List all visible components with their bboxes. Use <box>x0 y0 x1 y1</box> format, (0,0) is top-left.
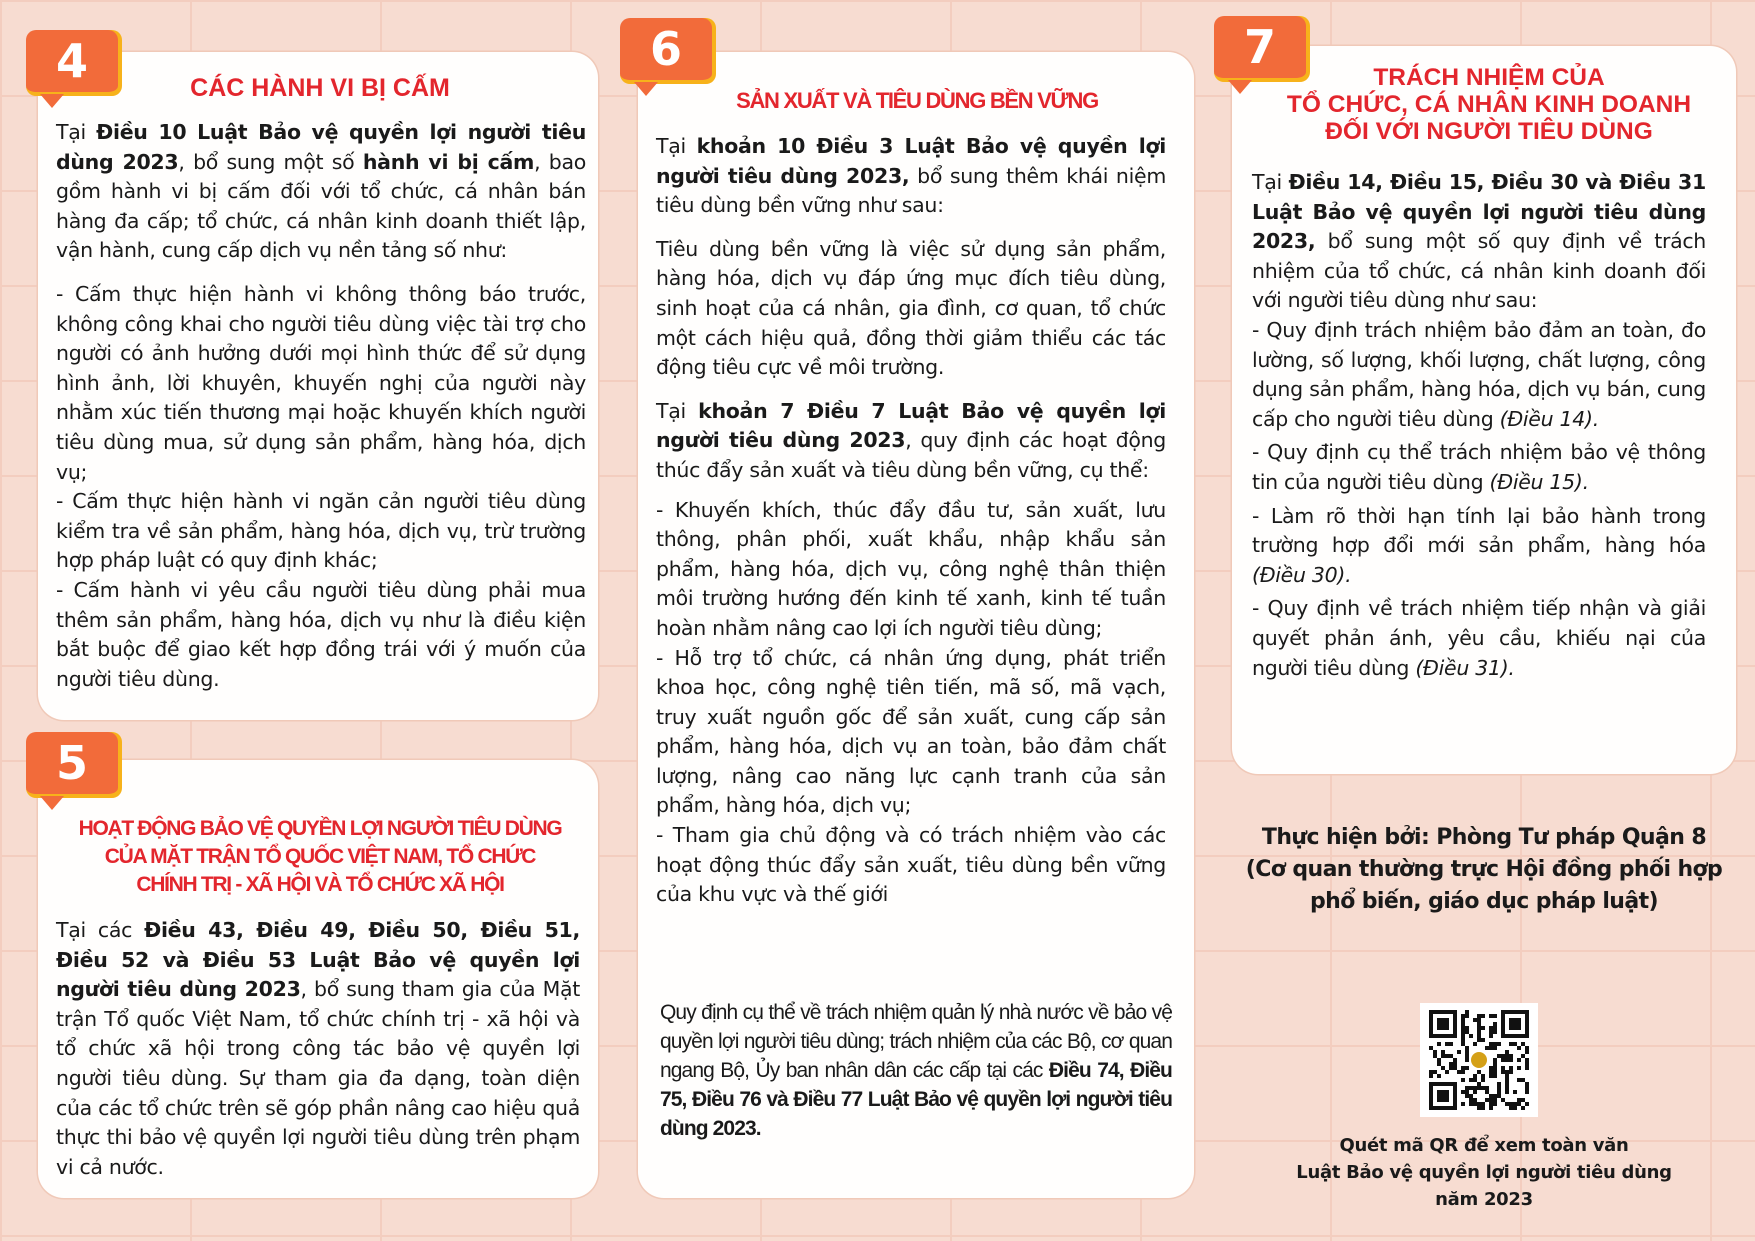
section-7-item: - Quy định về trách nhiệm tiếp nhận và giải quyết phản ánh, yêu cầu, khiếu nại của người tiêu dùng (Điều 31). <box>1252 596 1706 680</box>
section-4-item: - Cấm hành vi yêu cầu người tiêu dùng phải mua thêm sản phẩm, hàng hóa, dịch vụ như là điều kiện bắt buộc để giao kết hợp đồng trái với ý muốn của người tiêu dùng. <box>56 577 586 691</box>
section-6-item: - Khuyến khích, thúc đẩy đầu tư, sản xuất, lưu thông, phân phối, xuất khẩu, nhập khẩu sản phẩm, hàng hóa, dịch vụ, công nghệ thân thiện môi trường hướng đến kinh tế xanh, kinh tế tuần hoàn nhằm nâng cao lợi ích người tiêu dùng; <box>656 497 1166 640</box>
section-6-note: Quy định cụ thể về trách nhiệm quản lý nhà nước về bảo vệ quyền lợi người tiêu dùng; trách nhiệm của các Bộ, cơ quan ngang Bộ, Ủy ban nhân dân các cấp tại các Điều 74, Điều 75, Điều 76 và Điều 77 Luật Bảo vệ quyền lợi người tiêu dùng 2023. <box>660 1001 1172 1140</box>
section-7-item: - Làm rõ thời hạn tính lại bảo hành trong trường hợp đổi mới sản phẩm, hàng hóa (Điều 30). <box>1252 503 1706 587</box>
section-6-item: - Hỗ trợ tổ chức, cá nhân ứng dụng, phát triển khoa học, công nghệ tiên tiến, mã số, mã vạch, truy xuất nguồn gốc để sản xuất, cung cấp sản phẩm, hàng hóa, dịch vụ an toàn, bảo đảm chất lượng, nâng cao năng lực cạnh tranh của sản phẩm, hàng hóa, dịch vụ; <box>656 645 1166 818</box>
section-7-item: - Quy định trách nhiệm bảo đảm an toàn, đo lường, số lượng, khối lượng, chất lượng, công dụng sản phẩm, hàng hóa, dịch vụ bán, cung cấp cho người tiêu dùng (Điều 14). <box>1252 317 1706 431</box>
section-4-title: CÁC HÀNH VI BỊ CẤM <box>190 74 450 102</box>
qr-code-icon[interactable] <box>1420 1003 1538 1117</box>
section-6-item: - Tham gia chủ động và có trách nhiệm vào các hoạt động thúc đẩy sản xuất, tiêu dùng bền vững của khu vực và thế giới <box>656 823 1166 907</box>
section-7-item: - Quy định cụ thể trách nhiệm bảo vệ thông tin của người tiêu dùng (Điều 15). <box>1252 440 1706 494</box>
section-5-title: HOẠT ĐỘNG BẢO VỆ QUYỀN LỢI NGƯỜI TIÊU DÙNG CỦA MẶT TRẬN TỔ QUỐC VIỆT NAM, TỔ CHỨC CHÍNH TRỊ - XÃ HỘI VÀ TỔ CHỨC XÃ HỘI <box>78 817 562 896</box>
section-4-item: - Cấm thực hiện hành vi ngăn cản người tiêu dùng kiểm tra về sản phẩm, hàng hóa, dịch vụ, trừ trường hợp pháp luật có quy định khác; <box>56 489 586 573</box>
section-7-badge: 7 <box>1214 16 1306 82</box>
section-6-badge: 6 <box>620 18 712 84</box>
section-6-title: SẢN XUẤT VÀ TIÊU DÙNG BỀN VỮNG <box>736 88 1098 113</box>
section-7-title: TRÁCH NHIỆM CỦA TỔ CHỨC, CÁ NHÂN KINH DOANH ĐỐI VỚI NGƯỜI TIÊU DÙNG <box>1286 64 1692 145</box>
section-6-body: Tại khoản 10 Điều 3 Luật Bảo vệ quyền lợi người tiêu dùng 2023, bổ sung thêm khái niệm tiêu dùng bền vững như sau: Tiêu dùng bền vững là việc sử dụng sản phẩm, hàng hóa, dịch vụ đáp ứng mục đích tiêu dùng, sinh hoạt của cá nhân, gia đình, cơ quan, tổ chức một cách hiệu quả, đồng thời giảm thiểu các tác động tiêu cực về môi trường. Tại khoản 7 Điều 7 Luật Bảo vệ quyền lợi người tiêu dùng 2023, quy định các hoạt động thúc đẩy sản xuất và tiêu dùng bền vững, cụ thể: - Khuyến khích, thúc đẩy đầu tư, sản xuất, lưu thông, phân phối, xuất khẩu, nhập khẩu sản phẩm, hàng hóa, dịch vụ, công nghệ thân thiện môi trường hướng đến kinh tế xanh, kinh tế tuần hoàn nhằm nâng cao lợi ích người tiêu dùng; - Hỗ trợ tổ chức, cá nhân ứng dụng, phát triển khoa học, công nghệ tiên tiến, mã số, mã vạch, truy xuất nguồn gốc để sản xuất, cung cấp sản phẩm, hàng hóa, dịch vụ an toàn, bảo đảm chất lượng, nâng cao năng lực cạnh tranh của sản phẩm, hàng hóa, dịch vụ; - Tham gia chủ động và có trách nhiệm vào các hoạt động thúc đẩy sản xuất, tiêu dùng bền vững của khu vực và thế giới <box>656 132 1166 910</box>
footer-credit: Thực hiện bởi: Phòng Tư pháp Quận 8 (Cơ quan thường trực Hội đồng phối hợp phổ biến, giáo dục pháp luật) <box>1245 825 1723 914</box>
section-4-badge: 4 <box>26 30 118 96</box>
section-4-body: Tại Điều 10 Luật Bảo vệ quyền lợi người tiêu dùng 2023, bổ sung một số hành vi bị cấm, bao gồm hành vi bị cấm đối với tổ chức, cá nhân bán hàng đa cấp; tổ chức, cá nhân kinh doanh thiết lập, vận hành, cung cấp dịch vụ nền tảng số như: - Cấm thực hiện hành vi không thông báo trước, không công khai cho người tiêu dùng việc tài trợ cho người có ảnh hưởng dưới mọi hình thức để sử dụng hình ảnh, lời khuyên, khuyến nghị của người này nhằm xúc tiến thương mại hoặc khuyến khích người tiêu dùng mua, sử dụng sản phẩm, hàng hóa, dịch vụ; - Cấm thực hiện hành vi ngăn cản người tiêu dùng kiểm tra về sản phẩm, hàng hóa, dịch vụ, trừ trường hợp pháp luật có quy định khác; - Cấm hành vi yêu cầu người tiêu dùng phải mua thêm sản phẩm, hàng hóa, dịch vụ như là điều kiện bắt buộc để giao kết hợp đồng trái với ý muốn của người tiêu dùng. <box>56 118 586 694</box>
section-5-badge: 5 <box>26 732 118 798</box>
qr-caption: Quét mã QR để xem toàn văn Luật Bảo vệ quyền lợi người tiêu dùng năm 2023 <box>1296 1135 1672 1210</box>
section-4-item: - Cấm thực hiện hành vi không thông báo trước, không công khai cho người tiêu dùng việc tài trợ cho người có ảnh hưởng dưới mọi hình thức để sử dụng hình ảnh, lời khuyên, khuyến nghị của người này nhằm xúc tiến thương mại hoặc khuyến khích người tiêu dùng mua, sử dụng sản phẩm, hàng hóa, dịch vụ; <box>56 281 586 484</box>
section-7-body: Tại Điều 14, Điều 15, Điều 30 và Điều 31 Luật Bảo vệ quyền lợi người tiêu dùng 2023, bổ sung một số quy định về trách nhiệm của tổ chức, cá nhân kinh doanh đối với người tiêu dùng như sau: - Quy định trách nhiệm bảo đảm an toàn, đo lường, số lượng, khối lượng, chất lượng, công dụng sản phẩm, hàng hóa, dịch vụ bán, cung cấp cho người tiêu dùng (Điều 14). - Quy định cụ thể trách nhiệm bảo vệ thông tin của người tiêu dùng (Điều 15). - Làm rõ thời hạn tính lại bảo hành trong trường hợp đổi mới sản phẩm, hàng hóa (Điều 30). - Quy định về trách nhiệm tiếp nhận và giải quyết phản ánh, yêu cầu, khiếu nại của người tiêu dùng (Điều 31). <box>1252 168 1706 683</box>
section-5-body: Tại các Điều 43, Điều 49, Điều 50, Điều 51, Điều 52 và Điều 53 Luật Bảo vệ quyền lợi người tiêu dùng 2023, bổ sung tham gia của Mặt trận Tổ quốc Việt Nam, tổ chức chính trị - xã hội và tổ chức xã hội trong công tác bảo vệ quyền lợi người tiêu dùng. Sự tham gia đa dạng, toàn diện của các tổ chức trên sẽ góp phần nâng cao hiệu quả thực thi bảo vệ quyền lợi người tiêu dùng trên phạm vi cả nước. <box>56 918 580 1179</box>
